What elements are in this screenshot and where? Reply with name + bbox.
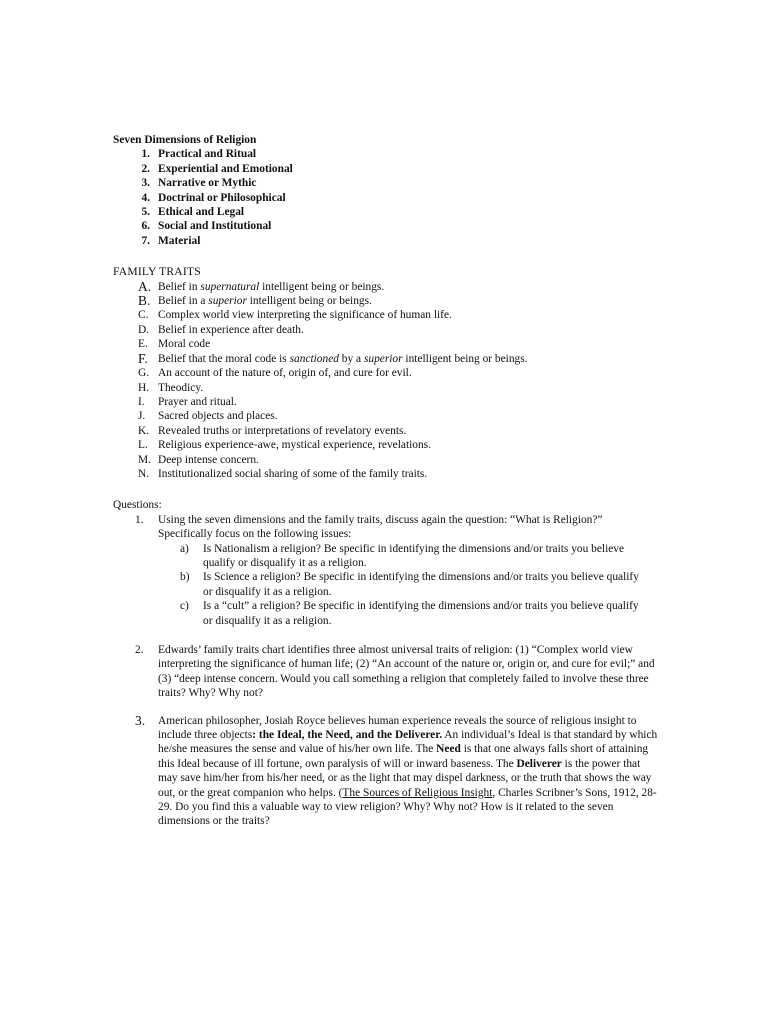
list-item: 3. Narrative or Mythic [141, 177, 257, 190]
document-page [113, 133, 658, 829]
list-item: 4. Doctrinal or Philosophical [141, 191, 286, 204]
list-item: B. Belief in a superior intelligent being or beings. [138, 293, 372, 309]
list-item: 5. Ethical and Legal [141, 206, 245, 219]
list-item: 6. Social and Institutional [141, 220, 272, 233]
list-item: 1. Practical and Ritual [141, 148, 257, 161]
question-1b: b) Is Science a religion? Be specific in identifying the dimensions and/or traits you believe qualify or disqualify it as a religion. [180, 571, 639, 598]
dimensions-list [113, 147, 658, 248]
list-item: L. Religious experience-awe, mystical experience, revelations. [138, 439, 431, 452]
family-traits-list [113, 280, 658, 482]
questions-title: Questions: [113, 499, 162, 512]
question-3: 3. American philosopher, Josiah Royce believes human experience reveals the source of religious insight to include three objects: the Ideal, the Need, and the Deliverer. An individual’s Ideal is that standard by which he/she measures the sense and value of his/her own life. The Need is that one always falls short of attaining this Ideal because of ill fortune, own paralysis of will or inward baseness. The Deliverer is the power that may save him/her from his/her need, or as the light that may dispel darkness, or the truth that shows the way out, or the great companion who helps. (The Sources of Religious Insight, Charles Scribner’s Sons, 1912, 28-29. Do you find this a valuable way to view religion? Why? Why not? How is it related to the seven dimensions or the traits? [135, 712, 658, 828]
list-item: N. Institutionalized social sharing of some of the family traits. [138, 467, 428, 480]
list-item: 2. Experiential and Emotional [141, 162, 293, 175]
list-item: C. Complex world view interpreting the significance of human life. [138, 309, 452, 322]
list-item: F. Belief that the moral code is sanctioned by a superior intelligent being or beings. [138, 350, 528, 366]
list-item: M. Deep intense concern. [138, 453, 259, 466]
family-traits-title: FAMILY TRAITS [113, 265, 201, 279]
list-item: H. Theodicy. [138, 381, 204, 394]
list-item: 7. Material [141, 234, 201, 247]
list-item: D. Belief in experience after death. [138, 323, 304, 336]
list-item: J. Sacred objects and places. [138, 410, 278, 423]
question-1a: a) Is Nationalism a religion? Be specific in identifying the dimensions and/or traits you believe qualify or disqualify it as a religion. [180, 542, 625, 569]
list-item: K. Revealed truths or interpretations of revelatory events. [138, 424, 407, 437]
question-2: 2. Edwards’ family traits chart identifies three almost universal traits of religion: (1) “Complex world view interpreting the significance of human life; (2) “An account of the nature or, origin or, and cure for evil;” and (3) “deep intense concern. Would you call something a religion that completely failed to involve these three traits? Why? Why not? [113, 643, 658, 701]
question-1: 1. Using the seven dimensions and the family traits, discuss again the question: “What is Religion?” Specifically focus on the following issues: a) Is Nationalism a religion? Be specific in identifying the dimensions and/or traits you believe qualify or disqualify it as a religion. b) Is Science a religion? Be specific in identifying the dimensions and/or traits you believe qualify or disqualify it as a religion. c) Is a “cult” a religion? Be specific in identifying the dimensions and/or traits you believe qualify or disqualify it as a religion. [113, 513, 658, 628]
book-title: The Sources of Religious Insight [342, 786, 493, 799]
list-item: A. Belief in supernatural intelligent being or beings. [138, 278, 385, 294]
question-3-text: American philosopher, Josiah Royce believes human experience reveals the source of religious insight to include three objects: the Ideal, the Need, and the Deliverer. An individual’s Ideal is that standard by which he/she measures the sense and value of his/her own life. The Need is that one always falls short of attaining this Ideal because of ill fortune, own paralysis of will or inward baseness. The Deliverer is the power that may save him/her from his/her need, or as the light that may dispel darkness, or the truth that shows the way out, or the great companion who helps. (The Sources of Religious Insight, Charles Scribner’s Sons, 1912, 28-29. Do you find this a valuable way to view religion? Why? Why not? How is it related to the seven dimensions or the traits? [158, 714, 658, 828]
question-1c: c) Is a “cult” a religion? Be specific in identifying the dimensions and/or traits you believe qualify or disqualify it as a religion. [180, 600, 639, 627]
question-2-text: Edwards’ family traits chart identifies three almost universal traits of religion: (1) “Complex world view interpreting the significance of human life; (2) “An account of the nature or, origin or, and cure for evil;” and (3) “deep intense concern. Would you call something a religion that completely failed to involve these three traits? Why? Why not? [158, 644, 655, 700]
dimensions-title: Seven Dimensions of Religion [113, 134, 257, 146]
list-item: I. Prayer and ritual. [138, 395, 237, 408]
list-item: G. An account of the nature of, origin of, and cure for evil. [138, 367, 412, 380]
question-1-text: Using the seven dimensions and the family traits, discuss again the question: “What is Religion?” Specifically focus on the following issues: [158, 513, 603, 541]
list-item: E. Moral code [138, 338, 211, 351]
